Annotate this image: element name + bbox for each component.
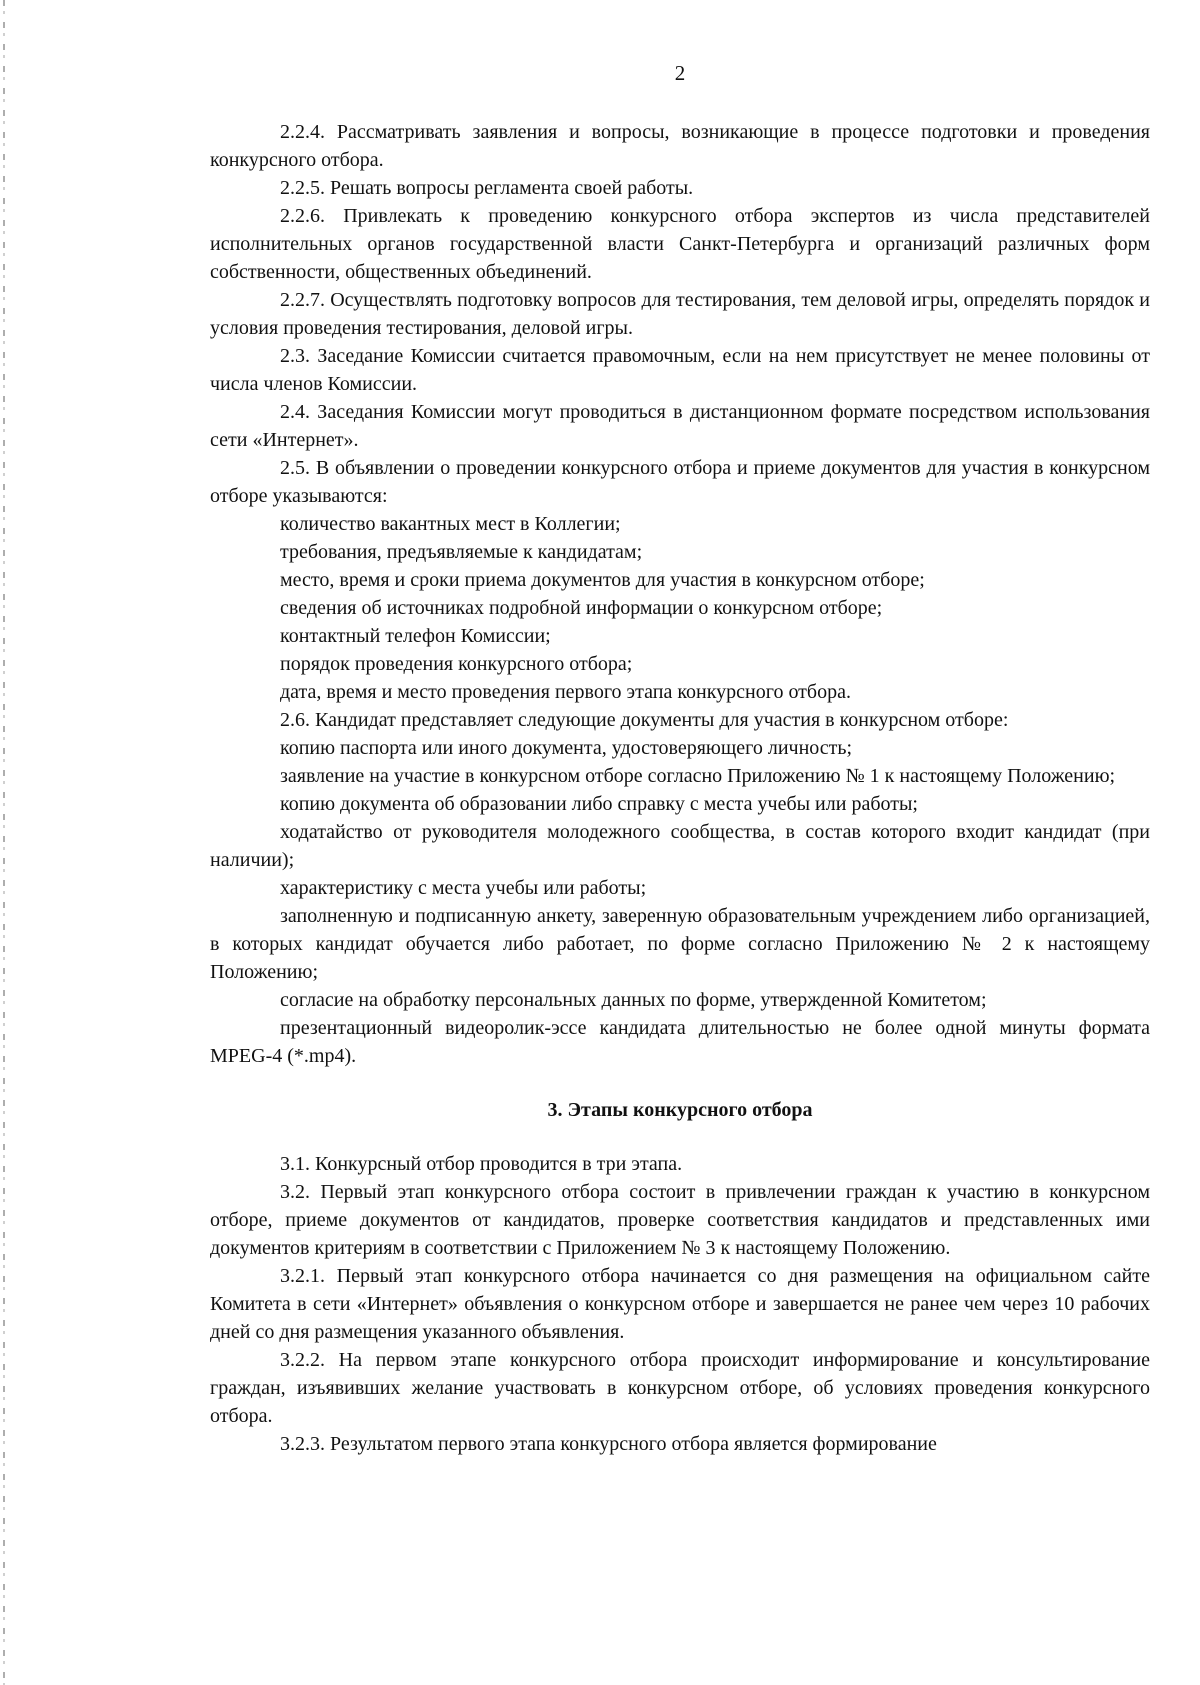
paragraph: место, время и сроки приема документов для участия в конкурсном отборе; <box>280 569 925 591</box>
paragraph: 2.6. Кандидат представляет следующие документы для участия в конкурсном отборе: <box>280 709 1009 731</box>
paragraph: контактный телефон Комиссии; <box>280 625 551 647</box>
paragraphs-before-heading <box>210 118 1150 1070</box>
paragraph: ходатайство от руководителя молодежного сообщества, в состав которого входит кандидат (при наличии); <box>210 821 1150 871</box>
paragraph: дата, время и место проведения первого этапа конкурсного отбора. <box>280 681 851 703</box>
paragraph: копию документа об образовании либо справку с места учебы или работы; <box>280 793 918 815</box>
paragraph: характеристику с места учебы или работы; <box>280 877 647 899</box>
paragraph: 3.2. Первый этап конкурсного отбора состоит в привлечении граждан к участию в конкурсном отборе, приеме документов от кандидатов, проверке соответствия кандидатов и представленных ими документов критериям в соответствии с Приложением № 3 к настоящему Положению. <box>210 1181 1150 1259</box>
document-body <box>210 118 1150 1458</box>
paragraph: презентационный видеоролик-эссе кандидата длительностью не более одной минуты формата MPEG-4 (*.mp4). <box>210 1017 1150 1067</box>
paragraph: 3.2.2. На первом этапе конкурсного отбора происходит информирование и консультирование граждан, изъявивших желание участвовать в конкурсном отборе, об условиях проведения конкурсного отбора. <box>210 1349 1150 1427</box>
paragraph: 2.3. Заседание Комиссии считается правомочным, если на нем присутствует не менее половины от числа членов Комиссии. <box>210 345 1150 395</box>
paragraph: количество вакантных мест в Коллегии; <box>280 513 621 535</box>
paragraph: 2.2.4. Рассматривать заявления и вопросы, возникающие в процессе подготовки и проведения конкурсного отбора. <box>210 121 1150 171</box>
page-number: 2 <box>674 61 686 85</box>
scan-edge-artifact <box>3 0 5 1685</box>
paragraph: порядок проведения конкурсного отбора; <box>280 653 633 675</box>
paragraph: 2.2.5. Решать вопросы регламента своей работы. <box>280 177 694 199</box>
paragraph: заполненную и подписанную анкету, заверенную образовательным учреждением либо организацией, в которых кандидат обучается либо работает, по форме согласно Приложению № 2 к настоящему Положению; <box>210 905 1150 983</box>
paragraph: 3.2.1. Первый этап конкурсного отбора начинается со дня размещения на официальном сайте Комитета в сети «Интернет» объявления о конкурсном отборе и завершается не ранее чем через 10 рабочих дней со дня размещения указанного объявления. <box>210 1265 1150 1343</box>
paragraph: 2.4. Заседания Комиссии могут проводиться в дистанционном формате посредством использования сети «Интернет». <box>210 401 1150 451</box>
document-page <box>210 58 1150 1458</box>
paragraph: заявление на участие в конкурсном отборе согласно Приложению № 1 к настоящему Положению; <box>280 765 1116 787</box>
paragraph: требования, предъявляемые к кандидатам; <box>280 541 643 563</box>
paragraph: 3.1. Конкурсный отбор проводится в три этапа. <box>280 1153 683 1175</box>
paragraph: 2.5. В объявлении о проведении конкурсного отбора и приеме документов для участия в конкурсном отборе указываются: <box>210 457 1150 507</box>
paragraph: копию паспорта или иного документа, удостоверяющего личность; <box>280 737 853 759</box>
paragraph: 2.2.6. Привлекать к проведению конкурсного отбора экспертов из числа представителей исполнительных органов государственной власти Санкт-Петербурга и организаций различных форм собственности, общественных объединений. <box>210 205 1150 283</box>
paragraphs-after-heading <box>210 1150 1150 1458</box>
section-heading: 3. Этапы конкурсного отбора <box>547 1099 813 1121</box>
paragraph: сведения об источниках подробной информации о конкурсном отборе; <box>280 597 883 619</box>
paragraph: согласие на обработку персональных данных по форме, утвержденной Комитетом; <box>280 989 987 1011</box>
paragraph: 3.2.3. Результатом первого этапа конкурсного отбора является формирование <box>280 1433 937 1455</box>
paragraph: 2.2.7. Осуществлять подготовку вопросов для тестирования, тем деловой игры, определять порядок и условия проведения тестирования, деловой игры. <box>210 289 1150 339</box>
